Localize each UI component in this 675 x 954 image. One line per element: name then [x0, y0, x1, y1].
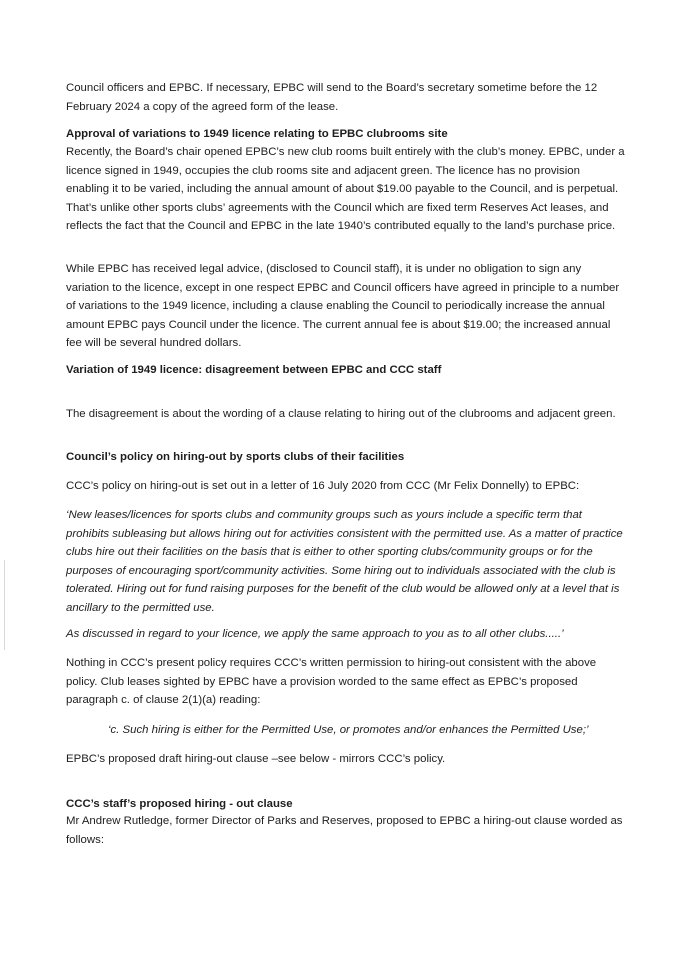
- heading-approval-variations: Approval of variations to 1949 licence relating to EPBC clubrooms site: [66, 128, 448, 140]
- paragraph-disagreement: The disagreement is about the wording of a clause relating to hiring out of the clubrooms and adjacent green.: [66, 408, 616, 420]
- paragraph-legal-advice: While EPBC has received legal advice, (disclosed to Council staff), it is under no obligation to sign any variation to the licence, except in one respect EPBC and Council officers have agreed in principle to a number of variations to the 1949 licence, including a clause enabling the Council to periodically increase the annual amount EPBC pays Council under the licence. The current annual fee is about $19.00; the increased annual fee will be several hundred dollars.: [66, 263, 620, 350]
- quote-clause-c: ‘c. Such hiring is either for the Permitted Use, or promotes and/or enhances the Permitted Use;’: [108, 724, 589, 736]
- paragraph-rutledge: Mr Andrew Rutledge, former Director of Parks and Reserves, proposed to EPBC a hiring-out clause worded as follows:: [66, 815, 623, 846]
- heading-disagreement: Variation of 1949 licence: disagreement between EPBC and CCC staff: [66, 364, 442, 376]
- paragraph-no-permission: Nothing in CCC’s present policy requires CCC’s written permission to hiring-out consistent with the above policy. Club leases sighted by EPBC have a provision worded to the same effect as EPBC’s proposed paragraph c. of clause 2(1)(a) reading:: [66, 657, 597, 707]
- quote-policy-letter: ‘New leases/licences for sports clubs and community groups such as yours include a specific term that prohibits subleasing but allows hiring out for activities consistent with the permitted use. As a matter of practice clubs hire out their facilities on the basis that is either to other sporting clubs/community groups or for the purposes of encouraging sport/community activities. Some hiring out to individuals associated with the club is tolerated. Hiring out for fund raising purposes for the benefit of the club would be allowed only at a level that is ancillary to the permitted use.: [66, 509, 623, 614]
- heading-hiring-policy: Council’s policy on hiring-out by sports clubs of their facilities: [66, 451, 405, 463]
- paragraph-policy-letter: CCC’s policy on hiring-out is set out in a letter of 16 July 2020 from CCC (Mr Felix Donnelly) to EPBC:: [66, 480, 580, 492]
- quote-policy-closing: As discussed in regard to your licence, we apply the same approach to you as to all other clubs.....’: [66, 628, 564, 640]
- intro-paragraph: Council officers and EPBC. If necessary, EPBC will send to the Board’s secretary sometime before the 12 February 2024 a copy of the agreed form of the lease.: [66, 82, 598, 113]
- paragraph-club-rooms-licence: Recently, the Board’s chair opened EPBC’s new club rooms built entirely with the club’s money. EPBC, under a licence signed in 1949, occupies the club rooms site and adjacent green. The licence has no provision enabling it to be varied, including the annual amount of about $19.00 payable to the Council, and is perpetual. That’s unlike other sports clubs’ agreements with the Council which are fixed term Reserves Act leases, and reflects the fact that the Council and EPBC in the late 1940’s contributed equally to the land’s purchase price.: [66, 146, 625, 233]
- heading-staff-clause: CCC’s staff’s proposed hiring - out clause: [66, 798, 293, 810]
- paragraph-mirrors-policy: EPBC’s proposed draft hiring-out clause –see below - mirrors CCC’s policy.: [66, 753, 446, 765]
- scan-edge-mark: [4, 560, 5, 650]
